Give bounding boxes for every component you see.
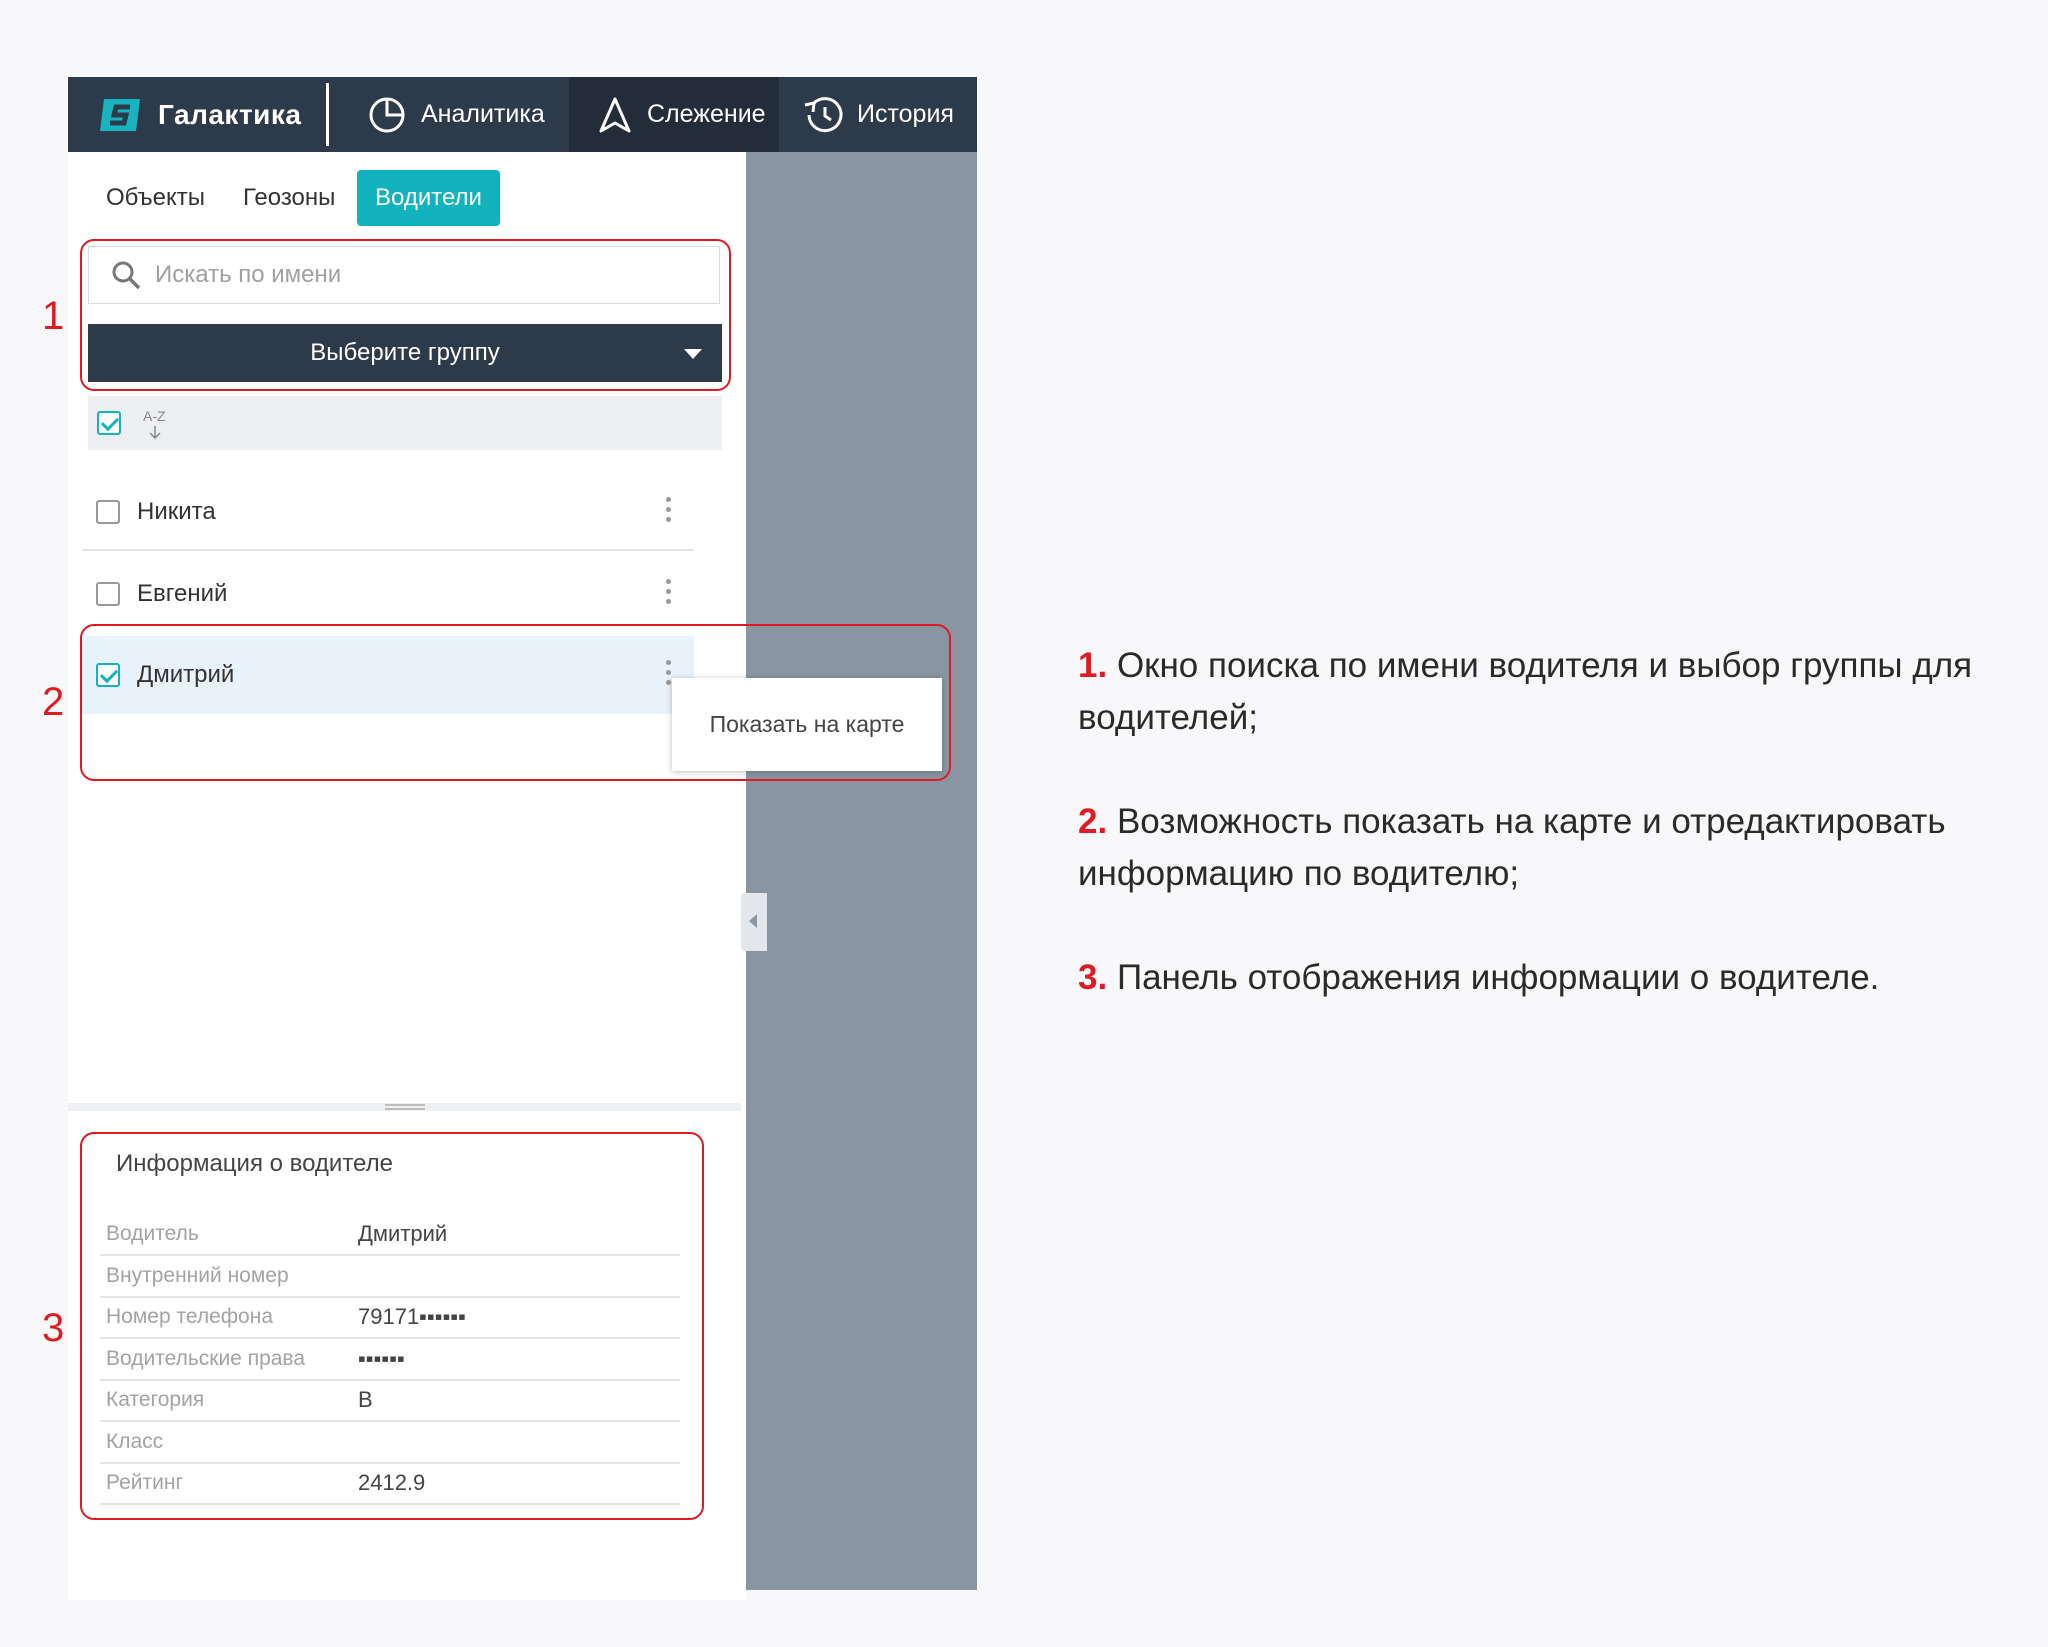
history-clock-icon: [799, 95, 843, 135]
tab-geozones[interactable]: Геозоны: [243, 184, 336, 211]
galaktika-logo-icon: [96, 95, 144, 135]
annotation-box-1: [80, 239, 731, 391]
annotation-marker-3: 3: [42, 1306, 65, 1350]
more-vertical-icon[interactable]: [666, 579, 672, 609]
note-text: Возможность показать на карте и отредактировать информацию по водителю;: [1078, 802, 1946, 893]
row-divider: [82, 549, 694, 551]
nav-item-label: История: [857, 100, 954, 128]
drag-handle-icon[interactable]: [385, 1104, 425, 1110]
note-number: 2.: [1078, 802, 1108, 841]
top-navbar: [68, 77, 977, 152]
nav-item-label: Аналитика: [421, 100, 545, 128]
nav-item-history[interactable]: [779, 77, 977, 152]
collapse-sidebar-handle[interactable]: [741, 893, 767, 951]
map-area[interactable]: [746, 152, 977, 1590]
note-number: 1.: [1078, 646, 1108, 685]
note-text: Окно поиска по имени водителя и выбор группы для водителей;: [1078, 646, 1973, 737]
annotation-marker-2: 2: [42, 680, 65, 724]
driver-checkbox[interactable]: [96, 500, 120, 524]
more-vertical-icon[interactable]: [666, 497, 672, 527]
logo-label: Галактика: [158, 98, 302, 130]
annotation-box-3: [80, 1132, 704, 1520]
driver-name: Дмитрий: [137, 661, 235, 688]
note-text: Панель отображения информации о водителе.: [1116, 958, 1880, 997]
info-value: 2412.9: [358, 1470, 426, 1495]
annotation-marker-1: 1: [42, 294, 65, 338]
context-menu-item-show-on-map[interactable]: Показать на карте: [709, 711, 905, 737]
tab-drivers[interactable]: Водители: [357, 170, 500, 226]
app-logo[interactable]: [68, 77, 326, 152]
tab-objects[interactable]: Объекты: [106, 184, 205, 211]
info-label: Категория: [106, 1388, 205, 1411]
list-item[interactable]: [82, 473, 694, 551]
list-item[interactable]: [82, 555, 694, 633]
pie-chart-icon: [367, 95, 407, 135]
nav-item-tracking[interactable]: [569, 77, 779, 152]
group-select-label: Выберите группу: [310, 339, 500, 366]
nav-item-label: Слежение: [647, 100, 766, 128]
nav-item-analytics[interactable]: [329, 77, 569, 152]
info-label: Водительские права: [106, 1347, 306, 1370]
annotation-box-2: [80, 624, 951, 781]
info-label: Рейтинг: [106, 1471, 184, 1494]
info-label: Номер телефона: [106, 1305, 274, 1328]
annotation-note-3: [1078, 952, 2018, 1004]
driver-name: Евгений: [137, 580, 228, 607]
annotation-note-1: [1078, 640, 2018, 744]
info-label: Внутренний номер: [106, 1264, 289, 1287]
annotation-note-2: [1078, 796, 2018, 900]
navigation-arrow-icon: [597, 95, 633, 135]
info-value: 79171▪▪▪▪▪▪: [358, 1304, 466, 1329]
info-value: B: [358, 1387, 373, 1412]
driver-name: Никита: [137, 498, 216, 525]
sort-az-label: A-Z: [143, 408, 166, 424]
driver-checkbox[interactable]: [96, 582, 120, 606]
info-label: Класс: [106, 1430, 164, 1453]
info-panel-title: Информация о водителе: [116, 1150, 393, 1177]
info-value: Дмитрий: [358, 1221, 448, 1246]
info-label: Водитель: [106, 1222, 199, 1245]
sort-az-icon[interactable]: [140, 406, 170, 440]
note-number: 3.: [1078, 958, 1108, 997]
select-all-checkbox[interactable]: [97, 411, 121, 435]
info-value: ▪▪▪▪▪▪: [358, 1346, 405, 1371]
list-header: [88, 396, 722, 450]
